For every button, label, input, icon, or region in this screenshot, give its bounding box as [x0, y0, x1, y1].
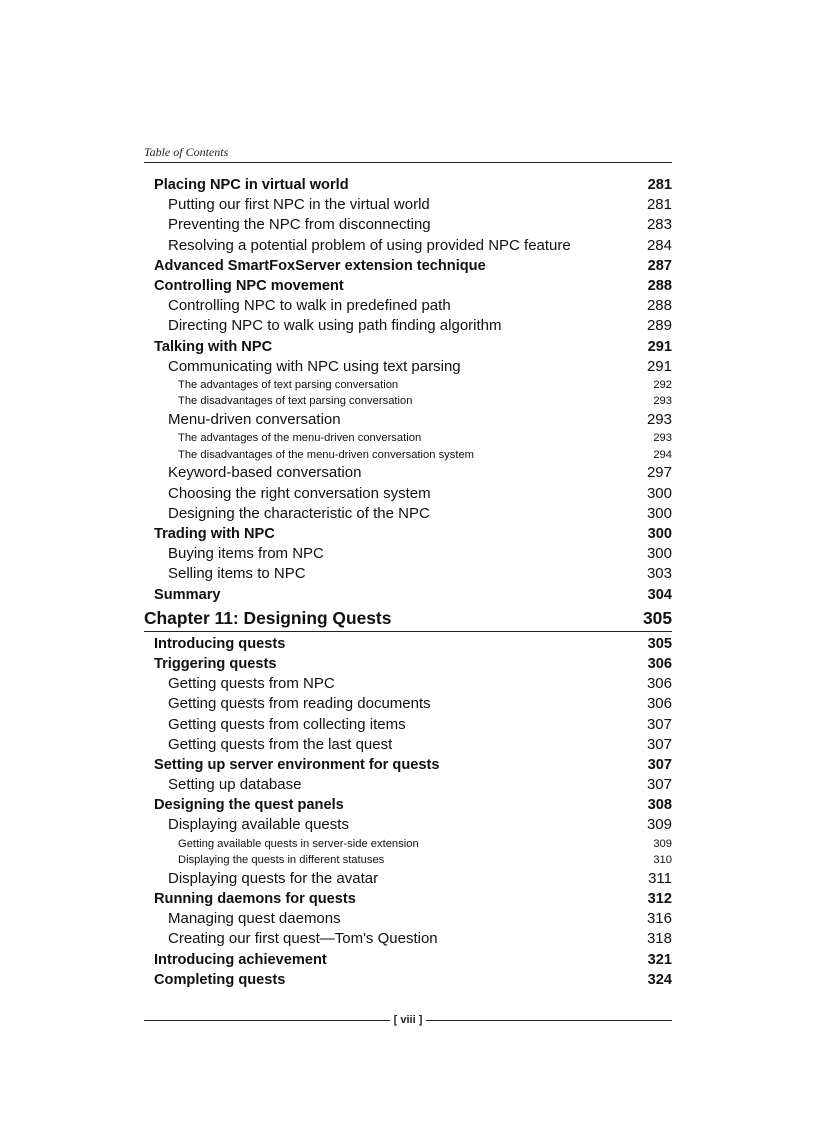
toc-section-row[interactable] — [144, 970, 672, 990]
toc-section-row[interactable] — [144, 175, 672, 195]
toc-entry-title: Completing quests — [154, 971, 286, 988]
toc-entry-page: 312 — [647, 891, 672, 907]
toc-subsection-row[interactable] — [144, 463, 672, 483]
toc-entry-title: Designing the characteristic of the NPC — [168, 504, 430, 522]
toc-entry-page: 305 — [642, 607, 672, 628]
toc-entry-title: Directing NPC to walk using path finding algorithm — [168, 317, 502, 335]
toc-entry-page: 284 — [646, 236, 672, 254]
toc-entry-page: 324 — [647, 971, 672, 988]
toc-entry-title: Keyword-based conversation — [168, 464, 362, 482]
toc-subsection-row[interactable] — [144, 775, 672, 795]
toc-entry-title: Running daemons for quests — [154, 891, 356, 907]
toc-entry-title: Controlling NPC movement — [154, 277, 344, 294]
toc-entry-page: 305 — [647, 635, 672, 652]
toc-entry-title: Talking with NPC — [154, 338, 273, 355]
toc-subsection-row[interactable] — [144, 869, 672, 889]
toc-subsection-row[interactable] — [144, 715, 672, 735]
toc-entry-title: Setting up database — [168, 776, 302, 794]
toc-section-row[interactable] — [144, 276, 672, 296]
toc-subsection-row[interactable] — [144, 316, 672, 336]
toc-entry-page: 321 — [647, 951, 672, 968]
toc-entry-title: Setting up server environment for quests — [154, 756, 440, 773]
toc-entry-title: Managing quest daemons — [168, 910, 341, 928]
toc-section-row[interactable] — [144, 950, 672, 970]
toc-entry-title: Resolving a potential problem of using provided NPC feature — [168, 236, 571, 254]
toc-entry-title: Displaying the quests in different statuses — [178, 854, 385, 867]
toc-subsection-row[interactable] — [144, 735, 672, 755]
toc-entry-title: The advantages of the menu-driven conversation — [178, 432, 422, 445]
toc-entry-page: 306 — [646, 695, 672, 713]
toc-chapter-row[interactable] — [144, 605, 672, 632]
toc-section-row[interactable] — [144, 654, 672, 674]
toc-entry-title: Controlling NPC to walk in predefined path — [168, 297, 451, 315]
toc-entry-page: 288 — [647, 277, 672, 294]
toc-entry-page: 294 — [653, 448, 672, 461]
toc-entry-title: The disadvantages of the menu-driven conversation system — [178, 448, 475, 461]
toc-subsection-row[interactable] — [144, 694, 672, 714]
toc-entry-title: Getting quests from reading documents — [168, 695, 431, 713]
toc-entry-title: Displaying available quests — [168, 816, 349, 834]
toc-subsection-row[interactable] — [144, 195, 672, 215]
toc-entry-page: 292 — [653, 378, 672, 391]
toc-subsection-row[interactable] — [144, 504, 672, 524]
footer-rule-right — [426, 1020, 672, 1021]
toc-entry-page: 307 — [646, 735, 672, 753]
toc-section-row[interactable] — [144, 795, 672, 815]
toc-subsection-row[interactable] — [144, 296, 672, 316]
toc-entry-title: Putting our first NPC in the virtual world — [168, 196, 430, 214]
toc-entry-page: 303 — [646, 565, 672, 583]
toc-subsection-row[interactable] — [144, 929, 672, 949]
toc-entry-page: 309 — [653, 837, 672, 850]
toc-subsubsection-row[interactable] — [144, 447, 672, 464]
toc-entry-page: 293 — [646, 411, 672, 429]
toc-section-row[interactable] — [144, 256, 672, 276]
toc-subsection-row[interactable] — [144, 215, 672, 235]
toc-subsection-row[interactable] — [144, 564, 672, 584]
toc-subsection-row[interactable] — [144, 674, 672, 694]
toc-entry-title: Summary — [154, 586, 221, 603]
toc-entry-page: 304 — [647, 586, 672, 603]
toc-entry-page: 297 — [646, 464, 672, 482]
toc-subsubsection-row[interactable] — [144, 430, 672, 447]
footer-rule-left — [144, 1020, 390, 1021]
toc-entry-page: 289 — [646, 317, 672, 335]
toc-section-row[interactable] — [144, 634, 672, 654]
page-number: [ viii ] — [393, 1014, 423, 1026]
toc-entry-page: 291 — [646, 357, 672, 375]
toc-entry-page: 306 — [647, 655, 672, 672]
running-header: Table of Contents — [144, 145, 229, 159]
toc-entry-page: 308 — [647, 797, 672, 814]
toc-subsection-row[interactable] — [144, 410, 672, 430]
table-of-contents — [144, 175, 672, 990]
toc-entry-page: 300 — [647, 526, 672, 542]
toc-subsection-row[interactable] — [144, 544, 672, 564]
toc-entry-title: Getting quests from collecting items — [168, 715, 406, 733]
toc-subsection-row[interactable] — [144, 909, 672, 929]
toc-subsubsection-row[interactable] — [144, 377, 672, 394]
toc-subsection-row[interactable] — [144, 484, 672, 504]
toc-subsection-row[interactable] — [144, 357, 672, 377]
toc-entry-title: Trading with NPC — [154, 526, 275, 542]
toc-entry-title: Choosing the right conversation system — [168, 484, 431, 502]
toc-subsection-row[interactable] — [144, 815, 672, 835]
toc-entry-title: Buying items from NPC — [168, 545, 324, 563]
header-rule — [144, 162, 672, 163]
toc-entry-page: 318 — [646, 930, 672, 948]
toc-entry-title: Getting available quests in server-side extension — [178, 837, 419, 850]
toc-entry-page: 307 — [647, 756, 672, 773]
toc-entry-page: 293 — [653, 395, 672, 408]
toc-entry-title: Getting quests from NPC — [168, 675, 335, 693]
toc-entry-title: Displaying quests for the avatar — [168, 869, 379, 887]
toc-entry-page: 288 — [646, 297, 672, 315]
toc-entry-page: 300 — [646, 545, 672, 563]
toc-entry-page: 287 — [647, 257, 672, 274]
toc-entry-title: Communicating with NPC using text parsing — [168, 357, 461, 375]
toc-entry-page: 311 — [648, 869, 672, 887]
toc-entry-title: Placing NPC in virtual world — [154, 177, 349, 193]
toc-entry-title: Preventing the NPC from disconnecting — [168, 216, 431, 234]
toc-entry-page: 306 — [646, 675, 672, 693]
toc-subsection-row[interactable] — [144, 236, 672, 256]
toc-entry-title: Selling items to NPC — [168, 565, 306, 583]
toc-section-row[interactable] — [144, 524, 672, 544]
toc-entry-page: 310 — [653, 854, 672, 867]
toc-section-row[interactable] — [144, 337, 672, 357]
toc-entry-page: 281 — [647, 177, 672, 193]
toc-entry-page: 307 — [646, 715, 672, 733]
toc-entry-title: Triggering quests — [154, 655, 277, 672]
toc-section-row[interactable] — [144, 755, 672, 775]
toc-entry-page: 316 — [646, 910, 672, 928]
toc-entry-title: Designing the quest panels — [154, 797, 344, 814]
toc-entry-page: 307 — [646, 776, 672, 794]
toc-entry-title: Chapter 11: Designing Quests — [144, 607, 392, 628]
toc-entry-title: Getting quests from the last quest — [168, 735, 393, 753]
toc-entry-page: 283 — [646, 216, 672, 234]
toc-entry-title: Advanced SmartFoxServer extension technique — [154, 257, 486, 274]
toc-entry-page: 300 — [646, 484, 672, 502]
toc-entry-page: 309 — [646, 816, 672, 834]
toc-section-row[interactable] — [144, 889, 672, 909]
toc-entry-page: 281 — [646, 196, 672, 214]
toc-entry-title: Introducing quests — [154, 635, 286, 652]
toc-entry-title: Introducing achievement — [154, 951, 327, 968]
toc-entry-page: 300 — [646, 504, 672, 522]
toc-section-row[interactable] — [144, 585, 672, 605]
toc-subsubsection-row[interactable] — [144, 836, 672, 853]
toc-entry-title: Creating our first quest—Tom's Question — [168, 930, 438, 948]
toc-entry-title: The disadvantages of text parsing conversation — [178, 395, 413, 408]
toc-subsubsection-row[interactable] — [144, 852, 672, 869]
toc-subsubsection-row[interactable] — [144, 393, 672, 410]
page-footer — [144, 1014, 672, 1026]
toc-entry-title: The advantages of text parsing conversation — [178, 378, 399, 391]
toc-entry-page: 291 — [647, 338, 672, 355]
toc-entry-title: Menu-driven conversation — [168, 411, 341, 429]
toc-entry-page: 293 — [653, 432, 672, 445]
